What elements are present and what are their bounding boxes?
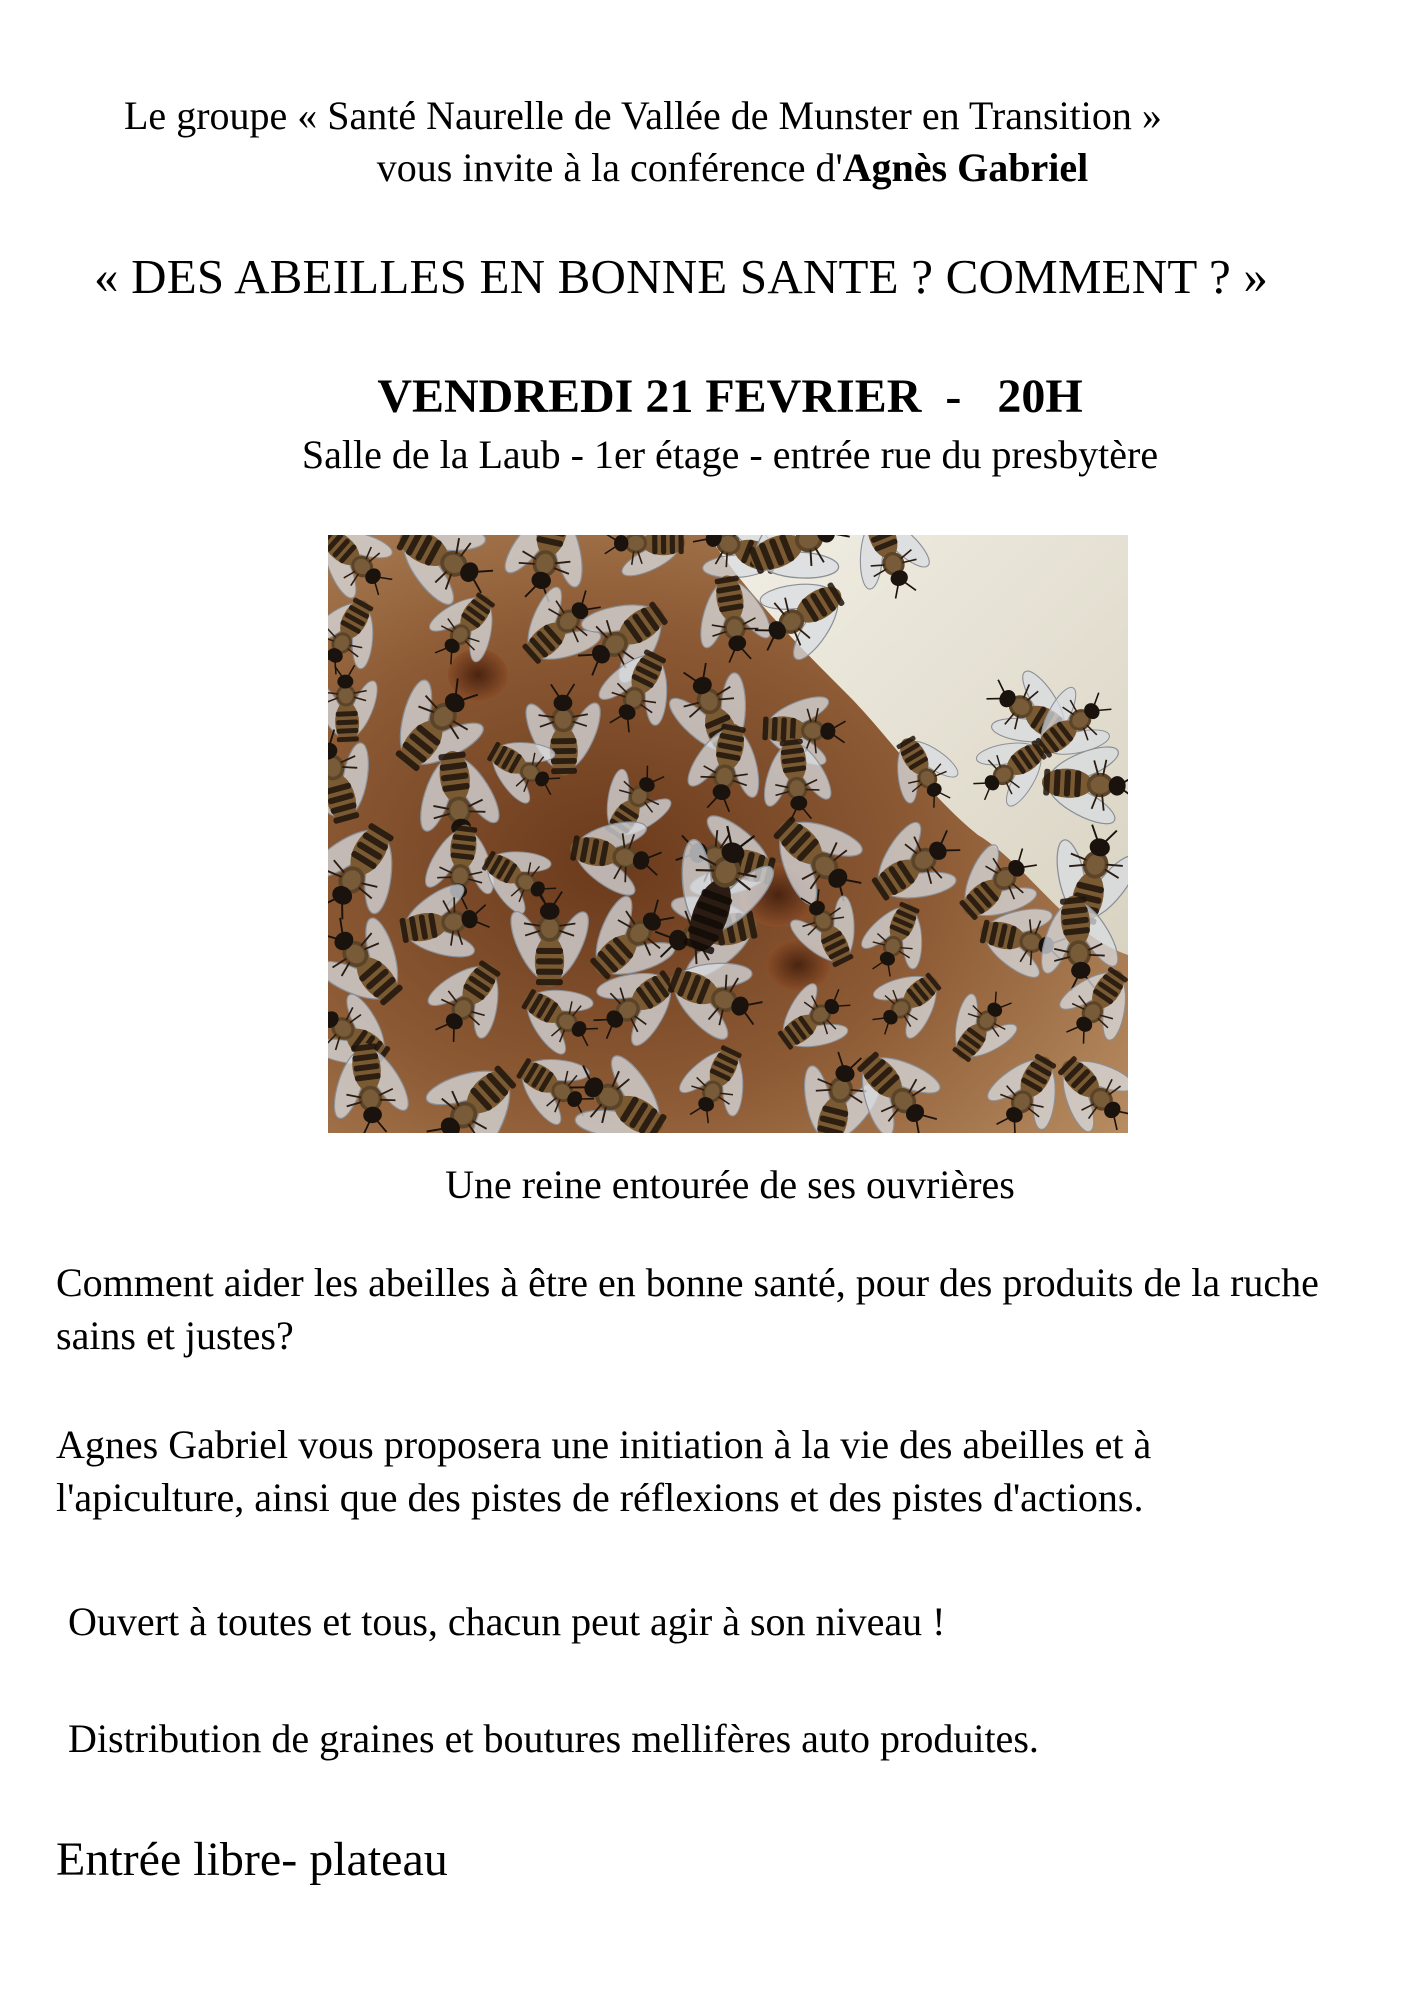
photo-caption: Une reine entourée de ses ouvrières: [445, 1162, 1015, 1207]
body-paragraph-question: Comment aider les abeilles à être en bonne santé, pour des produits de la ruche sains et justes?: [56, 1260, 1319, 1358]
invitation-text: vous invite à la conférence d': [376, 145, 843, 190]
conference-title: « DES ABEILLES EN BONNE SANTE ? COMMENT ? »: [94, 249, 1269, 304]
body-paragraph-open: Ouvert à toutes et tous, chacun peut agir à son niveau !: [68, 1599, 946, 1644]
speaker-name: Agnès Gabriel: [842, 145, 1089, 190]
entry-info: Entrée libre- plateau: [56, 1833, 448, 1886]
body-paragraph-distribution: Distribution de graines et boutures mellifères auto produites.: [68, 1716, 1039, 1761]
intro-line-organizer: Le groupe « Santé Naurelle de Vallée de Munster en Transition »: [124, 93, 1162, 138]
bees-photo: [328, 535, 1128, 1133]
body-paragraph-program: Agnes Gabriel vous proposera une initiation à la vie des abeilles et à l'apiculture, ainsi que des pistes de réflexions et des pistes d'actions.: [56, 1422, 1152, 1520]
event-location: Salle de la Laub - 1er étage - entrée rue du presbytère: [301, 432, 1159, 477]
event-date-time: VENDREDI 21 FEVRIER - 20H: [377, 370, 1083, 423]
intro-line-invitation: [0, 145, 1408, 190]
